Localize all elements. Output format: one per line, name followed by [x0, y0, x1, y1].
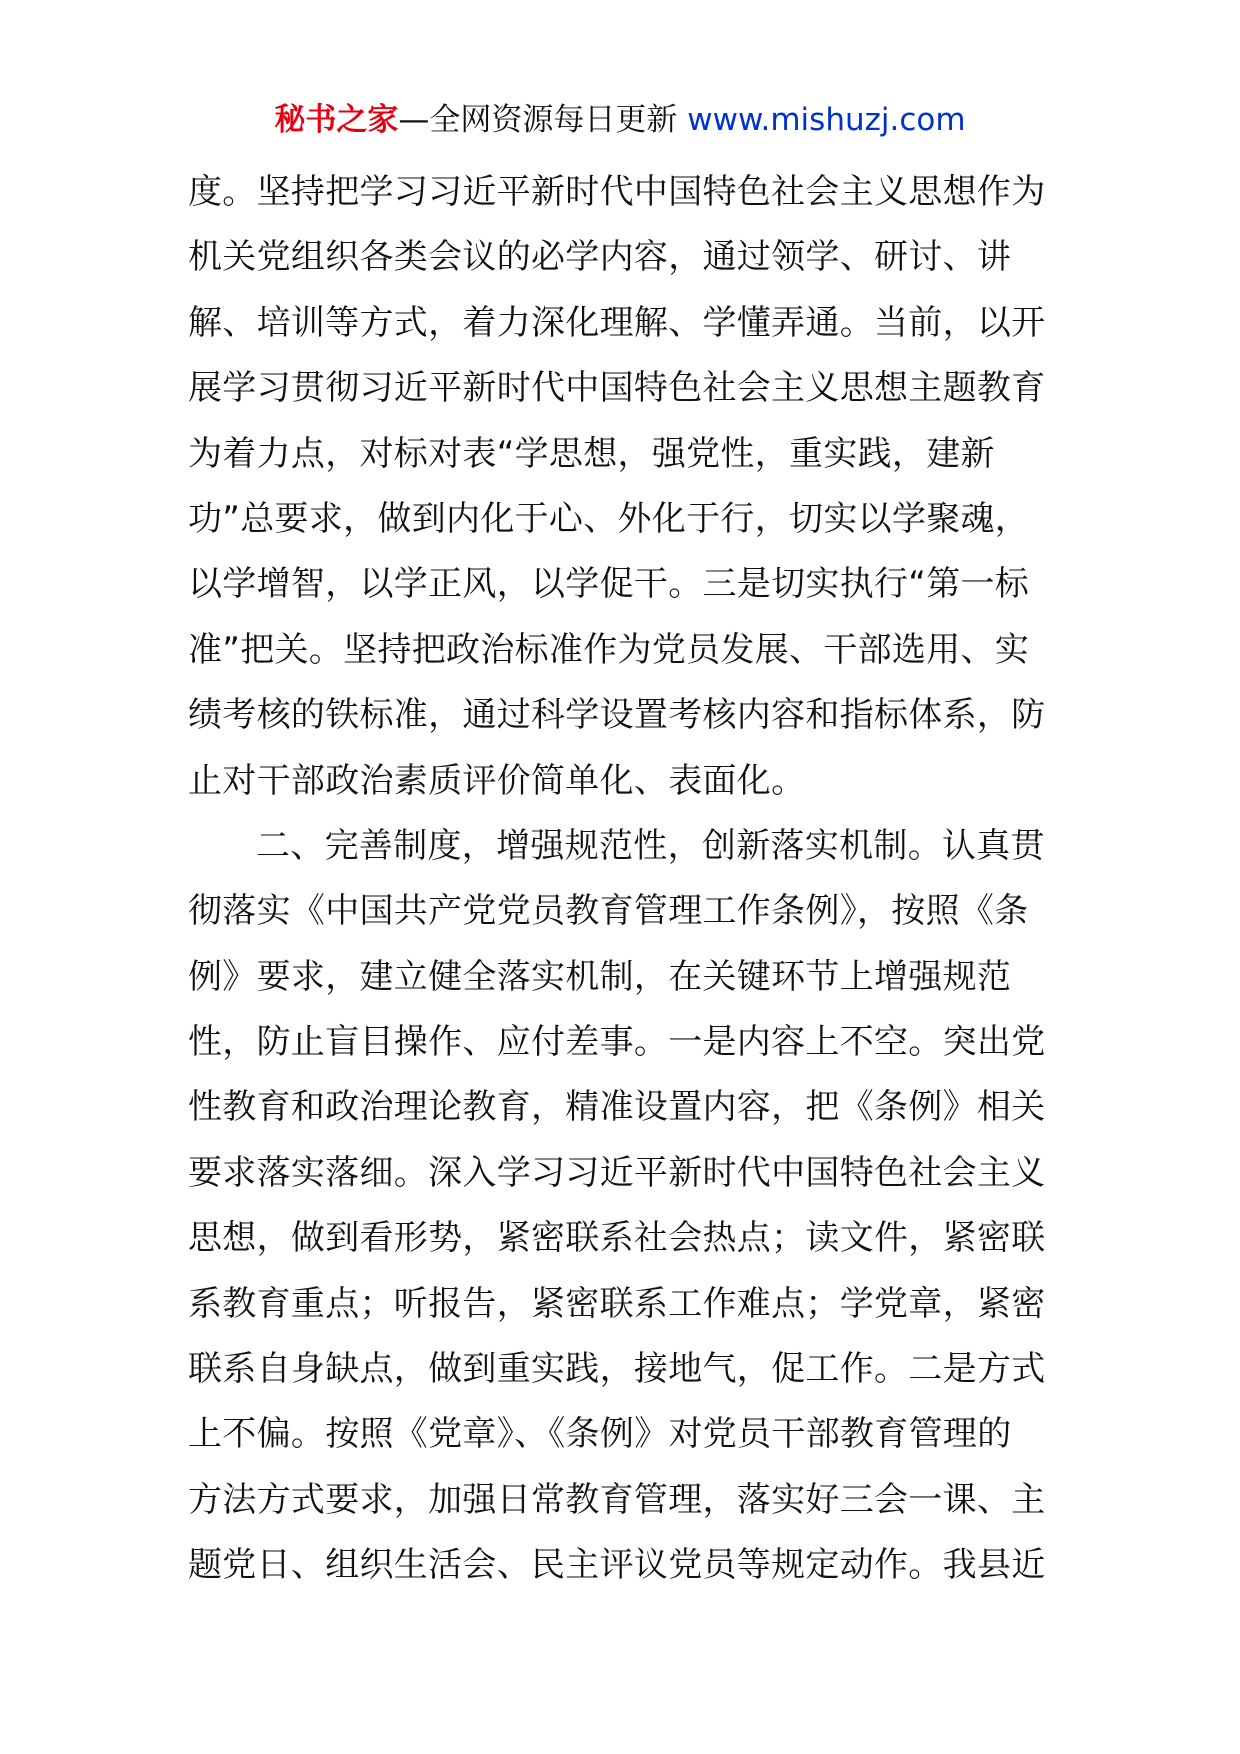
document-body [188, 160, 1056, 1599]
text-line: 解、培训等方式，着力深化理解、学懂弄通。当前，以开 [188, 302, 1046, 343]
text-line: 功”总要求，做到内化于心、外化于行，切实以学聚魂， [188, 498, 1030, 539]
text-line: 度。坚持把学习习近平新时代中国特色社会主义思想作为 [188, 172, 1046, 212]
page-header [0, 100, 1240, 140]
text-line: 性，防止盲目操作、应付差事。一是内容上不空。突出党 [188, 1022, 1046, 1063]
header-brand: 秘书之家 [274, 102, 399, 138]
text-line: 彻落实《中国共产党党员教育管理工作条例》，按照《条 [188, 891, 1029, 932]
text-line: 系教育重点；听报告，紧密联系工作难点；学党章，紧密 [188, 1283, 1046, 1324]
text-line: 例》要求，建立健全落实机制，在关键环节上增强规范 [188, 956, 1012, 997]
text-line: 以学增智，以学正风，以学促干。三是切实执行“第一标 [188, 564, 1030, 605]
header-url-link[interactable]: www.mishuzj.com [687, 102, 966, 138]
text-line: 方法方式要求，加强日常教育管理，落实好三会一课、主 [188, 1479, 1046, 1520]
text-line: 上不偏。按照《党章》、《条例》对党员干部教育管理的 [188, 1414, 1012, 1455]
header-tagline: —全网资源每日更新 [398, 102, 688, 138]
text-line: 展学习贯彻习近平新时代中国特色社会主义思想主题教育 [188, 368, 1046, 409]
text-line: 性教育和政治理论教育，精准设置内容，把《条例》相关 [188, 1087, 1046, 1128]
text-line: 联系自身缺点，做到重实践，接地气，促工作。二是方式 [188, 1349, 1046, 1390]
text-line: 要求落实落细。深入学习习近平新时代中国特色社会主义 [188, 1152, 1046, 1193]
text-line: 机关党组织各类会议的必学内容，通过领学、研讨、讲 [188, 237, 1012, 278]
text-line: 题党日、组织生活会、民主评议党员等规定动作。我县近 [188, 1545, 1046, 1586]
text-line: 止对干部政治素质评价简单化、表面化。 [188, 760, 806, 801]
section-heading-line: 二、完善制度，增强规范性，创新落实机制。认真贯 [256, 825, 1045, 866]
text-line: 准”把关。坚持把政治标准作为党员发展、干部选用、实 [188, 629, 1030, 670]
text-line: 思想，做到看形势，紧密联系社会热点；读文件，紧密联 [188, 1218, 1046, 1259]
text-line: 绩考核的铁标准，通过科学设置考核内容和指标体系，防 [188, 695, 1046, 736]
text-line: 为着力点，对标对表“学思想，强党性，重实践，建新 [188, 433, 995, 474]
